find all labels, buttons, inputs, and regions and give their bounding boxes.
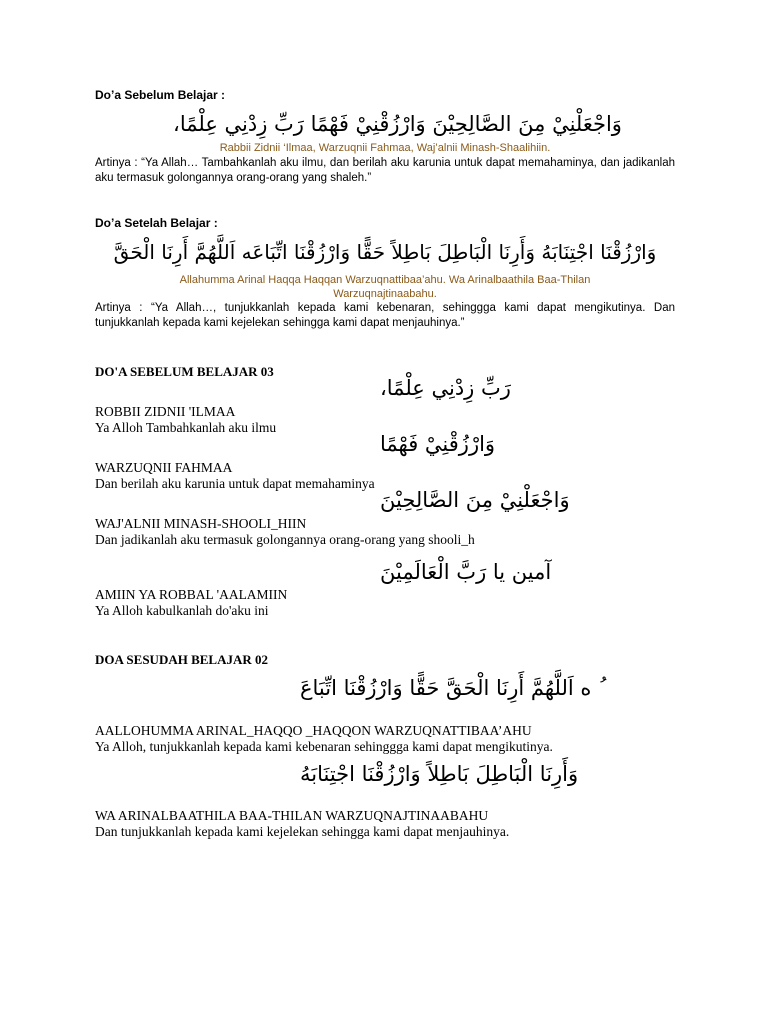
section3-item4-meaning: Ya Alloh kabulkanlah do'aku ini: [95, 603, 269, 618]
section3-item1-arabic: رَبِّ زِدْنِي عِلْمًا،: [380, 376, 511, 400]
section1-heading: Do’a Sebelum Belajar :: [95, 88, 226, 102]
section3-item2-latin: WARZUQNII FAHMAA: [95, 460, 233, 475]
section3-item3-arabic: وَاجْعَلْنِيْ مِنَ الصَّالِحِيْنَ: [380, 488, 570, 512]
section2-heading: Do’a Setelah Belajar :: [95, 216, 218, 230]
section4-item2-meaning: Dan tunjukkanlah kepada kami kejelekan sehingga kami dapat menjauhinya.: [95, 824, 510, 839]
section4-item2-arabic: وَأَرِنَا الْبَاطِلَ بَاطِلاً وَارْزُقْنَا اجْتِنَابَهُ: [300, 762, 579, 786]
section4-item1-latin: AALLOHUMMA ARINAL_HAQQO _HAQQON WARZUQNATTIBAA’AHU: [95, 723, 532, 738]
section3-item3-latin: WAJ'ALNII MINASH-SHOOLI_HIIN: [95, 516, 307, 531]
section1-meaning: Artinya : “Ya Allah… Tambahkanlah aku ilmu, dan berilah aku karunia untuk dapat memahaminya, dan jadikanlah aku termasuk golongannya orang-orang yang shaleh.”: [95, 157, 675, 184]
section3-item1-latin: ROBBII ZIDNII 'ILMAA: [95, 404, 236, 419]
section3-item2-meaning: Dan berilah aku karunia untuk dapat memahaminya: [95, 476, 375, 491]
section1-transliteration: Rabbii Zidnii ‘Ilmaa, Warzuqnii Fahmaa, Waj’alnii Minash-Shaalihiin.: [219, 142, 551, 154]
section3-item3-meaning: Dan jadikanlah aku termasuk golongannya orang-orang yang shooli_h: [95, 532, 475, 547]
section3-item4-latin: AMIIN YA ROBBAL 'AALAMIIN: [95, 587, 288, 602]
section1-arabic: وَاجْعَلْنِيْ مِنَ الصَّالِحِيْنَ وَارْزُقْنِيْ فَهْمًا رَبِّ زِدْنِي عِلْمًا،: [173, 112, 622, 136]
section4-item1-arabic: ُ ه اَللَّهُمَّ أَرِنَا الْحَقَّ حَقًّا وَارْزُقْنَا اتِّبَاعَ: [300, 676, 599, 700]
section3-heading: DO'A SEBELUM BELAJAR 03: [95, 364, 274, 379]
section3-item4-arabic: آمين يا رَبَّ الْعَالَمِيْنَ: [380, 560, 552, 584]
section2-arabic: وَارْزُقْنَا اجْتِنَابَهُ وَأَرِنَا الْبَاطِلَ بَاطِلاً حَقًّا وَارْزُقْنَا اتِّبَاعَه اَللَّهُمَّ أَرِنَا الْحَقَّ: [113, 240, 657, 264]
section4-item1-meaning: Ya Alloh, tunjukkanlah kepada kami kebenaran sehinggga kami dapat mengikutinya.: [95, 739, 553, 754]
section2-meaning: Artinya : “Ya Allah…, tunjukkanlah kepada kami kebenaran, sehinggga kami dapat mengikutinya. Dan tunjukkanlah kepada kami kejelekan sehingga kami dapat menjauhinya.”: [95, 302, 675, 329]
section3-item2-arabic: وَارْزُقْنِيْ فَهْمًا: [380, 432, 496, 456]
section3-item1-meaning: Ya Alloh Tambahkanlah aku ilmu: [95, 420, 277, 435]
section4-heading: DOA SESUDAH BELAJAR 02: [95, 652, 269, 667]
section2-transliteration-line1: Allahumma Arinal Haqqa Haqqan Warzuqnattibaa’ahu. Wa Arinalbaathila Baa-Thilan: [179, 274, 591, 286]
section2-transliteration-line2: Warzuqnajtinaabahu.: [333, 288, 437, 300]
section4-item2-latin: WA ARINALBAATHILA BAA-THILAN WARZUQNAJTINAABAHU: [95, 808, 489, 823]
